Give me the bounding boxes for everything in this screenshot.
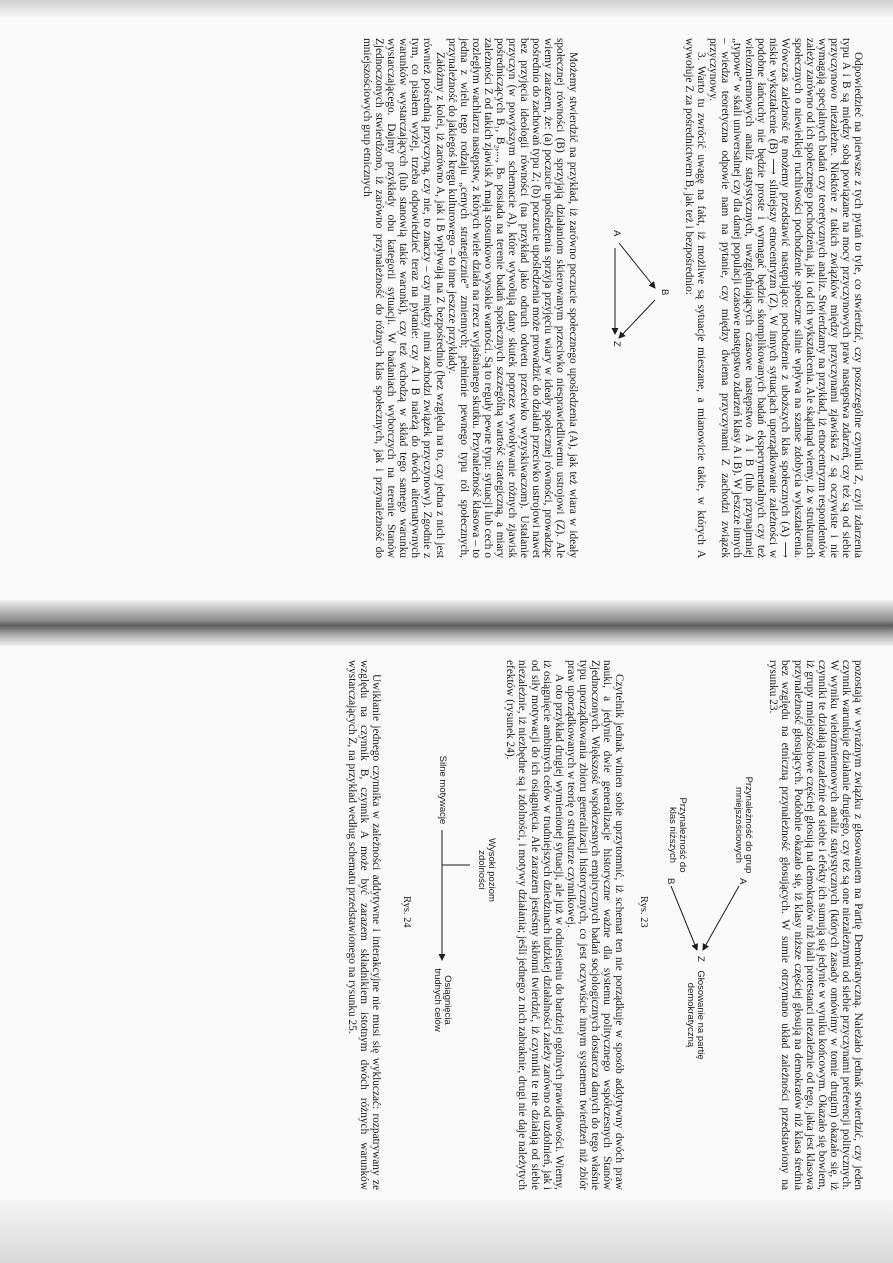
figure-23-label-z: Z (695, 956, 707, 962)
figure-23-label-z-text: Głosowanie na partię demokratyczną (685, 970, 707, 1060)
right-paragraph-3: A oto przykład drugiej wymienionej sytuacji, ale już w odniesieniu do bardziej ogólnych prawidłowości. Wiemy, iż osiągnięcie ambitnych celów w trudniejszych dziedzinach ludzkiej działalności zależy zarówno od uzdolnień, jak i od siły motywacji do ich osiągnięcia. Ale zarazem jesteśmy skłonni twierdzić, iż czynniki te nie działają od siebie niezależnie, iż niezbędne są i zdolności, i motywy działania; jeśli jednego z nich zabraknie, drugi nie daje należytych efektów (rysunek 24). (504, 660, 565, 1190)
figure-24 (388, 660, 498, 1190)
figure-a-b-z (585, 38, 677, 558)
figure-24-label-top: Wysoki poziom zdolności (476, 838, 498, 902)
figure-24-label-left: Silne motywacje (437, 755, 449, 825)
figure-a-b-z-arrows (585, 38, 677, 558)
right-page (346, 660, 864, 1190)
figure-23 (631, 660, 761, 1190)
arrow-b-to-z (619, 300, 655, 338)
arrow-23-a-to-z (703, 886, 739, 950)
figure-23-caption: Rys. 23 (638, 896, 650, 928)
figure-23-label-a: A (737, 878, 749, 885)
left-page (361, 38, 864, 558)
arrow-a-to-b (619, 243, 655, 288)
figure-label-a: A (610, 230, 622, 237)
figure-23-label-b: B (665, 878, 677, 885)
figure-23-arrows (631, 660, 761, 1190)
figure-label-z: Z (610, 341, 622, 347)
figure-label-b: B (658, 289, 670, 296)
book-spine (0, 600, 893, 646)
left-paragraph-1: Odpowiedzieć na pierwsze z tych pytań to tyle, co stwierdzić, czy poszczególne czynniki Z, czyli zdarzenia typu A i B są między sobą powiązane na mocy przyczynowych praw następstwa zdarzeń, czy też są od siebie przyczynowo niezależne. Niektóre z takich związków między przyczynami zjawiska Z są oczywiste i nie wymagają specjalnych badań czy teoretycznych analiz. Stwierdzamy na przykład, iż etnocentryzm respondentów zależy zarówno od ich społecznego pochodzenia, jak i od ich wykształcenia. Ale skądinąd wiemy, iż w strukturach społecznych o niewielkiej ruchliwości pochodzenie społeczne silnie wpływa na szanse zdobycia wykształcenia. Wówczas zależność tę możemy przedstawić następująco: pochodzenie z uboższych klas społecznych (A) ⟶ niskie wykształcenie (B) ⟶ silniejszy etnocentryzm (Z). W innych sytuacjach uporządkowanie zależności w podobne łańcuchy nie będzie proste i wymagać będzie skomplikowanych badań eksperymentalnych czy też wielozmiennowych analiz statystycznych, uwzględniających czasowe następstwo A i B (lub przynajmniej „typowe” w skali uniwersalnej czy dla danej populacji czasowe następstwo zdarzeń klasy A i B). W jeszcze innych – wiedza teoretyczna odpowie nam na pytanie, czy między dwiema przyczynami Z zachodzi związek przyczynowy. (706, 38, 864, 558)
figure-23-label-a-text: Przynależność do grup mniejszościowych (733, 776, 755, 874)
right-paragraph-1: pozostają w wyraźnym związku z głosowaniem na Partię Demokratyczną. Należało jednak stwierdzić, czy jeden czynnik warunkuje działanie drugiego, czy też są one niezależnymi od siebie przyczynami preferencji politycznych. W wyniku wielozmiennowych analiz statystycznych (których zasady omówimy w tomie drugim) okazało się, iż czynniki te działają niezależnie od siebie i efekty ich sumują się jedynie w wyniku końcowym. Okazało się bowiem, iż grupy mniejszościowe częściej głosują na demokratów niż biali protestanci niezależnie od tego, jaka jest klasowa przynależność głosujących. Podobnie okazało się, iż klasy niższe częściej głosują na demokratów niż klasa średnia bez względu na etniczną przynależność głosujących. W sumie otrzymano układ zależności przedstawiony na rysunku 23. (767, 660, 864, 1190)
figure-23-label-b-text: Przynależność do klas niższych (667, 797, 689, 873)
left-paragraph-2: 3. Warto tu zwrócić uwagę na fakt, iż możliwe są sytuacje mieszane, a mianowicie takie, w których A wywołuje Z za pośrednictwem B, jak też i bezpośrednio: (682, 38, 707, 558)
page-edge-shadow-bottom (0, 1200, 893, 1263)
figure-24-label-right: Osiągnięcia trudnych celów (432, 968, 454, 1032)
left-paragraph-3: Możemy stwierdzić na przykład, iż zarówno poczucie społecznego upośledzenia (A), jak też wiara w ideały społecznej równości (B) sprzyjają działaniom skierowanym przeciwko niesprawiedliwemu ustrojowi (Z). Ale wiemy zarazem, że: (a) poczucie upośledzenia sprzyja przyjęciu wiary w ideały społecznej równości, prowadząc pośrednio do zachowań typu Z; (b) poczucie upośledzenia może prowadzić do działań przeciwko ustrojowi nawet bez przyjęcia ideologii równości (na przykład jako odruch odwetu przeciwko wyzyskiwaczom). Ustalanie przyczyn (w powyższym schemacie A), które wywołują dany skutek poprzez wywoływanie różnych zjawisk pośredniczących B₁, B₂,..., Bₙ posiada na terenie badań społecznych szczególną wartość strategiczną, a miary zależności Z od takich zjawisk A mają stosunkowo wysokie wartości. Są to reguły pewne typu: sytuacji lub cech o rozległym wachlarzu następstw, z których wiele działa na rzecz wyjaśnianego skutku. Przynależność klasowa – to jedna z wielu tego rodzaju „cenych strategicznie” zmiennych; pełnienie pewnego typu ról społecznych, przynależność do jakiegoś kręgu kulturowego – to inne jeszcze przykłady. (445, 38, 579, 558)
arrow-23-b-to-z (671, 886, 697, 950)
page-edge-shadow (0, 0, 893, 18)
right-paragraph-4: Uwikłanie jednego czynnika w zależności addytywne i interakcyjne nie musi się wykluczać: rozpatrywany ze względu na czynnik B, czynnik A może być zarazem składnikiem istotnym dwóch różnych warunków wystarczających Z, na przykład według schematu przedstawionego na rysunku 25. (346, 660, 383, 1190)
figure-24-caption: Rys. 24 (401, 896, 413, 928)
right-paragraph-2: Czytelnik jednak winien sobie uprzytomnić, iż schemat ten nie porządkuje w sposób addytywny dwóch praw nauki, a jedynie dwie generalizacje historyczne ważne dla systemu politycznego współczesnych Stanów Zjednoczonych. Większość współczesnych empirycznych badań socjologicznych dostarcza danych do tego właśnie typu uporządkowania zbioru generalizacji historycznych, co jest oczywiście innym systemem twierdzeń niż zbiór praw uporządkowanych w teorię o strukturze czynnikowej. (564, 660, 626, 1190)
left-paragraph-4: Załóżmy z kolei, iż zarówno A, jak i B wpływają na Z bezpośrednio (bez względu na to, czy jedna z nich jest również pośrednią przyczyną, czy nie, to znaczy – czy między nimi zachodzi związek przyczynowy). Zgodnie z tym, co pisałem wyżej, trzeba odpowiedzieć teraz na pytanie: czy A i B należą do dwóch alternatywnych warunków wystarczających (lub stanowią takie warunki), czy też wchodzą w skład tego samego warunku wystarczającego. Dajmy przykłady obu kategorii sytuacji. W badaniach wyborczych na terenie Stanów Zjednoczonych stwierdzono, iż zarówno przynależność do różnych klas społecznych, jak i przynależność do mniejszościowych grup etnicznych (361, 38, 446, 558)
